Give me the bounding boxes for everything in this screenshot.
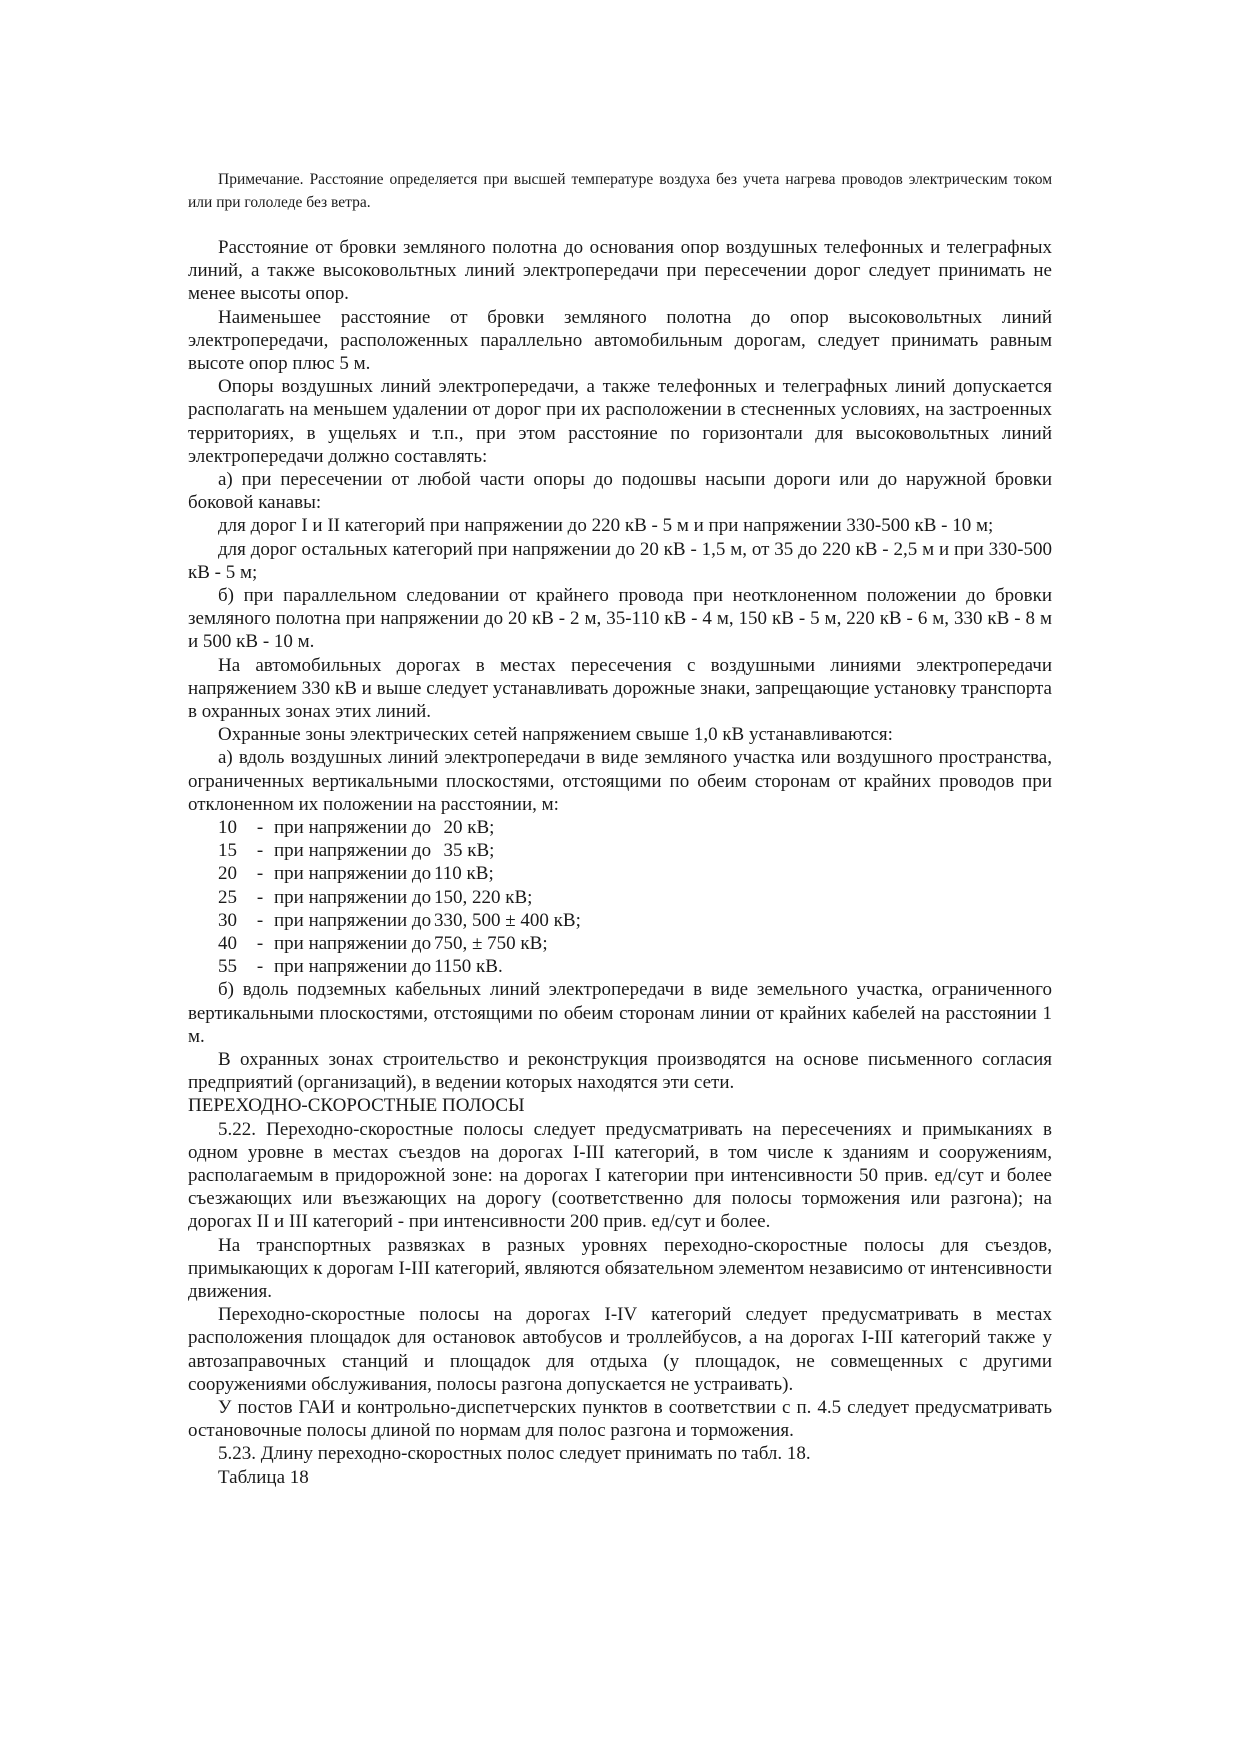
dash: - xyxy=(256,817,264,839)
voltage-value: 330, 500 ± 400 кВ; xyxy=(434,909,581,931)
voltage-value: 35 кВ; xyxy=(434,840,495,862)
list-item xyxy=(188,909,1052,932)
condition-text: при напряжении до xyxy=(274,863,432,885)
paragraph: Расстояние от бровки земляного полотна до основания опор воздушных телефонных и телеграфных линий, а также высоковольтных линий электропередачи при пересечении дорог следует принимать не менее высоты опор. xyxy=(188,237,1052,305)
condition-text: при напряжении до xyxy=(274,909,432,931)
condition-text: при напряжении до xyxy=(274,817,432,839)
paragraph: На автомобильных дорогах в местах пересечения с воздушными линиями электропередачи напряжением 330 кВ и выше следует устанавливать дорожные знаки, запрещающие установку транспорта в охранных зонах этих линий. xyxy=(188,654,1052,723)
paragraph: для дорог остальных категорий при напряжении до 20 кВ - 1,5 м, от 35 до 220 кВ - 2,5 м и при 330-500 кВ - 5 м; xyxy=(188,538,1052,583)
condition-text: при напряжении до xyxy=(274,840,432,862)
condition-text: при напряжении до xyxy=(274,933,432,955)
paragraph: Переходно-скоростные полосы на дорогах I-IV категорий следует предусматривать в местах расположения площадок для остановок автобусов и троллейбусов, а на дорогах I-III категорий также у автозаправочных станций и площадок для отдыха (у площадок, не совмещенных с другими сооружениями обслуживания, полосы разгона допускается не устраивать). xyxy=(188,1304,1052,1395)
table-label: Таблица 18 xyxy=(218,1466,309,1488)
paragraph: 5.22. Переходно-скоростные полосы следует предусматривать на пересечениях и примыканиях в одном уровне в местах съездов на дорогах I-III категорий, в том числе к зданиям и сооружениям, располагаемым в придорожной зоне: на дорогах I категории при интенсивности 50 прив. ед/сут и более съезжающих или въезжающих на дорогу (соответственно для полосы торможения или разгона); на дорогах II и III категорий - при интенсивности 200 прив. ед/сут и более. xyxy=(188,1118,1052,1233)
paragraph: На транспортных развязках в разных уровнях переходно-скоростные полосы для съездов, примыкающих к дорогам I-III категорий, являются обязательном элементом независимо от интенсивности движения. xyxy=(188,1234,1052,1303)
distance-value: 30 xyxy=(218,909,237,931)
distance-value: 15 xyxy=(218,840,237,862)
distance-list xyxy=(188,816,1052,978)
voltage-value: 750, ± 750 кВ; xyxy=(434,933,548,955)
paragraph: для дорог I и II категорий при напряжении до 220 кВ - 5 м и при напряжении 330-500 кВ - 10 м; xyxy=(218,515,994,537)
dash: - xyxy=(256,909,264,931)
dash: - xyxy=(256,956,264,978)
distance-value: 25 xyxy=(218,886,237,908)
distance-value: 40 xyxy=(218,933,237,955)
list-item xyxy=(188,932,1052,955)
dash: - xyxy=(256,886,264,908)
paragraph: а) при пересечении от любой части опоры до подошвы насыпи дороги или до наружной бровки боковой канавы: xyxy=(188,469,1052,514)
list-item xyxy=(188,955,1052,978)
distance-value: 10 xyxy=(218,817,237,839)
list-item xyxy=(188,839,1052,862)
voltage-value: 150, 220 кВ; xyxy=(434,886,533,908)
paragraph: Наименьшее расстояние от бровки земляного полотна до опор высоковольтных линий электропередачи, расположенных параллельно автомобильным дорогам, следует принимать равным высоте опор плюс 5 м. xyxy=(188,306,1052,375)
paragraph: Охранные зоны электрических сетей напряжением свыше 1,0 кВ устанавливаются: xyxy=(218,724,893,746)
list-item xyxy=(188,816,1052,839)
voltage-value: 20 кВ; xyxy=(434,817,495,839)
list-item xyxy=(188,886,1052,909)
dash: - xyxy=(256,840,264,862)
condition-text: при напряжении до xyxy=(274,886,432,908)
paragraph: а) вдоль воздушных линий электропередачи в виде земляного участка или воздушного пространства, ограниченных вертикальными плоскостями, отстоящими по обеим сторонам от крайних проводов при отклоненном их положении на расстоянии, м: xyxy=(188,747,1052,815)
note-paragraph: Примечание. Расстояние определяется при высшей температуре воздуха без учета нагрева проводов электрическим током или при гололеде без ветра. xyxy=(188,171,1052,211)
paragraph: б) при параллельном следовании от крайнего провода при неотклоненном положении до бровки земляного полотна при напряжении до 20 кВ - 2 м, 35-110 кВ - 4 м, 150 кВ - 5 м, 220 кВ - 6 м, 330 кВ - 8 м и 500 кВ - 10 м. xyxy=(188,585,1052,653)
list-item xyxy=(188,862,1052,885)
paragraph: В охранных зонах строительство и реконструкция производятся на основе письменного согласия предприятий (организаций), в ведении которых находятся эти сети. xyxy=(188,1049,1052,1094)
condition-text: при напряжении до xyxy=(274,956,432,978)
body-text xyxy=(188,236,1052,1489)
paragraph: б) вдоль подземных кабельных линий электропередачи в виде земельного участка, ограниченного вертикальными плоскостями, отстоящими по обеим сторонам линии от крайних кабелей на расстоянии 1 м. xyxy=(188,979,1052,1047)
paragraph: 5.23. Длину переходно-скоростных полос следует принимать по табл. 18. xyxy=(218,1443,811,1465)
paragraph: Опоры воздушных линий электропередачи, а также телефонных и телеграфных линий допускается располагать на меньшем удалении от дорог при их расположении в стесненных условиях, на застроенных территориях, в ущельях и т.п., при этом расстояние по горизонтали для высоковольтных линий электропередачи должно составлять: xyxy=(188,376,1052,467)
section-heading: ПЕРЕХОДНО-СКОРОСТНЫЕ ПОЛОСЫ xyxy=(188,1095,525,1117)
distance-value: 20 xyxy=(218,863,237,885)
dash: - xyxy=(256,933,264,955)
paragraph: У постов ГАИ и контрольно-диспетчерских пунктов в соответствии с п. 4.5 следует предусматривать остановочные полосы длиной по нормам для полос разгона и торможения. xyxy=(188,1397,1052,1442)
dash: - xyxy=(256,863,264,885)
distance-value: 55 xyxy=(218,956,237,978)
voltage-value: 1150 кВ. xyxy=(434,956,503,978)
voltage-value: 110 кВ; xyxy=(434,863,494,885)
